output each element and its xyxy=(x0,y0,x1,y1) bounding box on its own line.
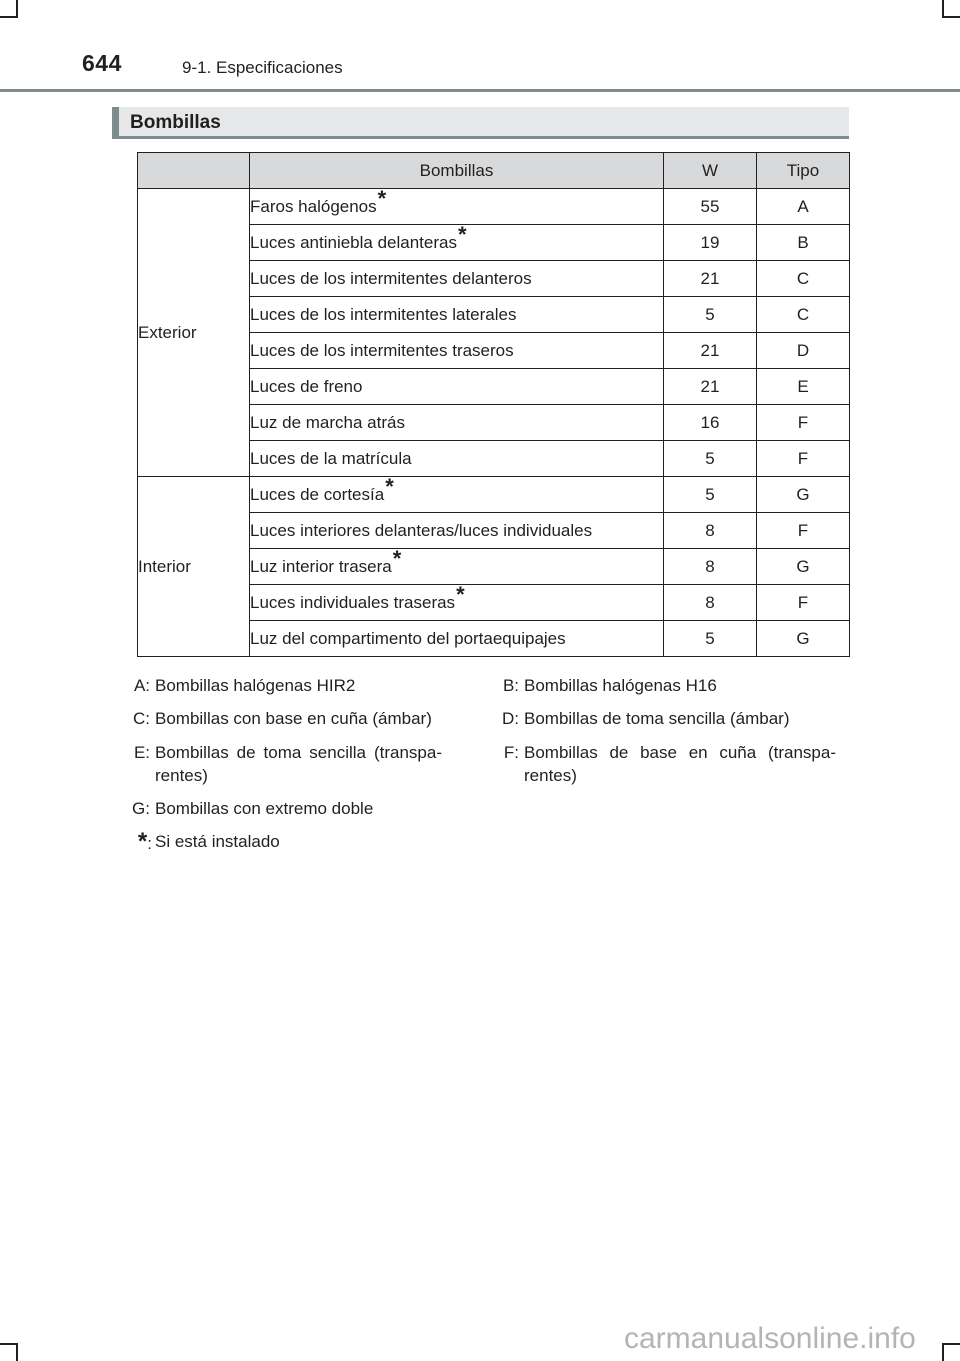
type-cell: F xyxy=(757,405,850,441)
wattage-cell: 8 xyxy=(664,549,757,585)
legend-item-e xyxy=(130,741,475,789)
group-label-interior: Interior xyxy=(138,477,250,657)
type-cell: D xyxy=(757,333,850,369)
bulb-name-cell xyxy=(250,473,664,513)
type-cell: F xyxy=(757,585,850,621)
bulb-name-cell xyxy=(250,441,664,477)
wattage-cell: 5 xyxy=(664,297,757,333)
page-header xyxy=(0,0,960,92)
wattage-cell: 5 xyxy=(664,441,757,477)
legend-note xyxy=(130,830,470,856)
bulb-name-cell xyxy=(250,221,664,261)
wattage-cell: 5 xyxy=(664,477,757,513)
legend-key: F: xyxy=(503,743,519,762)
crop-mark xyxy=(16,1343,18,1361)
crop-mark xyxy=(0,1343,18,1345)
optional-marker: * xyxy=(377,185,387,211)
bulb-name: Luces interiores delanteras/luces individuales xyxy=(250,520,593,540)
wattage-cell: 21 xyxy=(664,261,757,297)
bulb-name-cell xyxy=(250,297,664,333)
bulb-name-cell xyxy=(250,333,664,369)
wattage-cell: 8 xyxy=(664,585,757,621)
wattage-cell: 16 xyxy=(664,405,757,441)
bulb-name: Luces de freno xyxy=(250,376,363,396)
bulb-name: Luces de cortesía xyxy=(250,484,385,504)
section-title: Bombillas xyxy=(130,112,221,133)
header-cell-empty xyxy=(138,153,250,189)
header-rule xyxy=(0,89,960,92)
bulb-name: Luces de la matrícula xyxy=(250,448,412,468)
legend-text: Bombillas con extremo doble xyxy=(155,799,374,818)
bulb-name-cell xyxy=(250,581,664,621)
group-label-exterior: Exterior xyxy=(138,189,250,477)
optional-marker: * xyxy=(457,221,467,247)
bulb-name: Faros halógenos xyxy=(250,196,377,216)
legend-text: Bombillas con base en cuña (ámbar) xyxy=(155,709,432,728)
table-header-row xyxy=(138,153,850,189)
bulb-name: Luces antiniebla delanteras xyxy=(250,232,457,252)
bulb-name-cell xyxy=(250,405,664,441)
type-cell: A xyxy=(757,189,850,225)
optional-marker: * xyxy=(392,545,402,571)
section-heading-bar xyxy=(112,107,849,139)
wattage-cell: 55 xyxy=(664,189,757,225)
legend-item-f xyxy=(499,741,844,789)
watermark: carmanualsonline.info xyxy=(624,1322,916,1355)
legend-text: Bombillas de base en cuña (transpa-rentes) xyxy=(524,743,836,785)
wattage-cell: 5 xyxy=(664,621,757,657)
crop-mark xyxy=(942,1343,960,1345)
legend-item-g xyxy=(130,797,470,820)
legend-key: G: xyxy=(132,799,150,818)
bulb-name: Luz del compartimento del portaequipajes xyxy=(250,628,566,648)
bulbs-table xyxy=(137,152,850,657)
type-cell: B xyxy=(757,225,850,261)
legend-key: A: xyxy=(133,676,150,695)
legend-item-b xyxy=(499,674,839,697)
wattage-cell: 21 xyxy=(664,369,757,405)
legend-text: Bombillas halógenas H16 xyxy=(524,676,717,695)
bulb-name: Luces de los intermitentes traseros xyxy=(250,340,514,360)
header-cell-w: W xyxy=(664,153,757,189)
legend-key: E: xyxy=(133,743,150,762)
type-cell: F xyxy=(757,513,850,549)
legend-item-a xyxy=(130,674,470,697)
legend-key: D: xyxy=(502,709,519,728)
legend-key-colon: : xyxy=(147,834,152,853)
bulb-name: Luces de los intermitentes laterales xyxy=(250,304,517,324)
type-cell: F xyxy=(757,441,850,477)
table-row xyxy=(138,189,850,225)
bulb-name-cell xyxy=(250,185,664,225)
header-cell-bombillas: Bombillas xyxy=(250,153,664,189)
legend-text: Bombillas halógenas HIR2 xyxy=(155,676,356,695)
wattage-cell: 8 xyxy=(664,513,757,549)
optional-marker: * xyxy=(456,581,465,607)
legend-text: Bombillas de toma sencilla (transpa-rentes) xyxy=(155,743,442,785)
optional-marker: * xyxy=(137,828,148,855)
legend-text: Si está instalado xyxy=(155,832,280,851)
chapter-title: 9-1. Especificaciones xyxy=(182,58,343,77)
bulb-name: Luces individuales traseras xyxy=(250,592,456,612)
type-cell: C xyxy=(757,297,850,333)
optional-marker: * xyxy=(385,473,394,499)
bulb-name-cell xyxy=(250,545,664,585)
type-cell: G xyxy=(757,477,850,513)
type-cell: E xyxy=(757,369,850,405)
table-row xyxy=(138,477,850,513)
legend-text: Bombillas de toma sencilla (ámbar) xyxy=(524,709,790,728)
type-cell: G xyxy=(757,621,850,657)
bulb-name-cell xyxy=(250,369,664,405)
legend-item-c xyxy=(130,707,470,730)
header-cell-tipo: Tipo xyxy=(757,153,850,189)
bulb-name: Luz de marcha atrás xyxy=(250,412,405,432)
type-cell: C xyxy=(757,261,850,297)
bulb-name-cell xyxy=(250,513,664,549)
crop-mark xyxy=(942,1343,944,1361)
bulb-name-cell xyxy=(250,621,664,657)
section-accent xyxy=(112,107,119,136)
wattage-cell: 19 xyxy=(664,225,757,261)
legend-item-d xyxy=(499,707,839,730)
bulb-name: Luces de los intermitentes delanteros xyxy=(250,268,532,288)
bulb-name: Luz interior trasera xyxy=(250,556,392,576)
bulb-name-cell xyxy=(250,261,664,297)
wattage-cell: 21 xyxy=(664,333,757,369)
legend-key: C: xyxy=(133,709,150,728)
legend-key: B: xyxy=(502,676,519,695)
legend-key xyxy=(130,830,152,855)
type-cell: G xyxy=(757,549,850,585)
page-number: 644 xyxy=(82,50,122,76)
